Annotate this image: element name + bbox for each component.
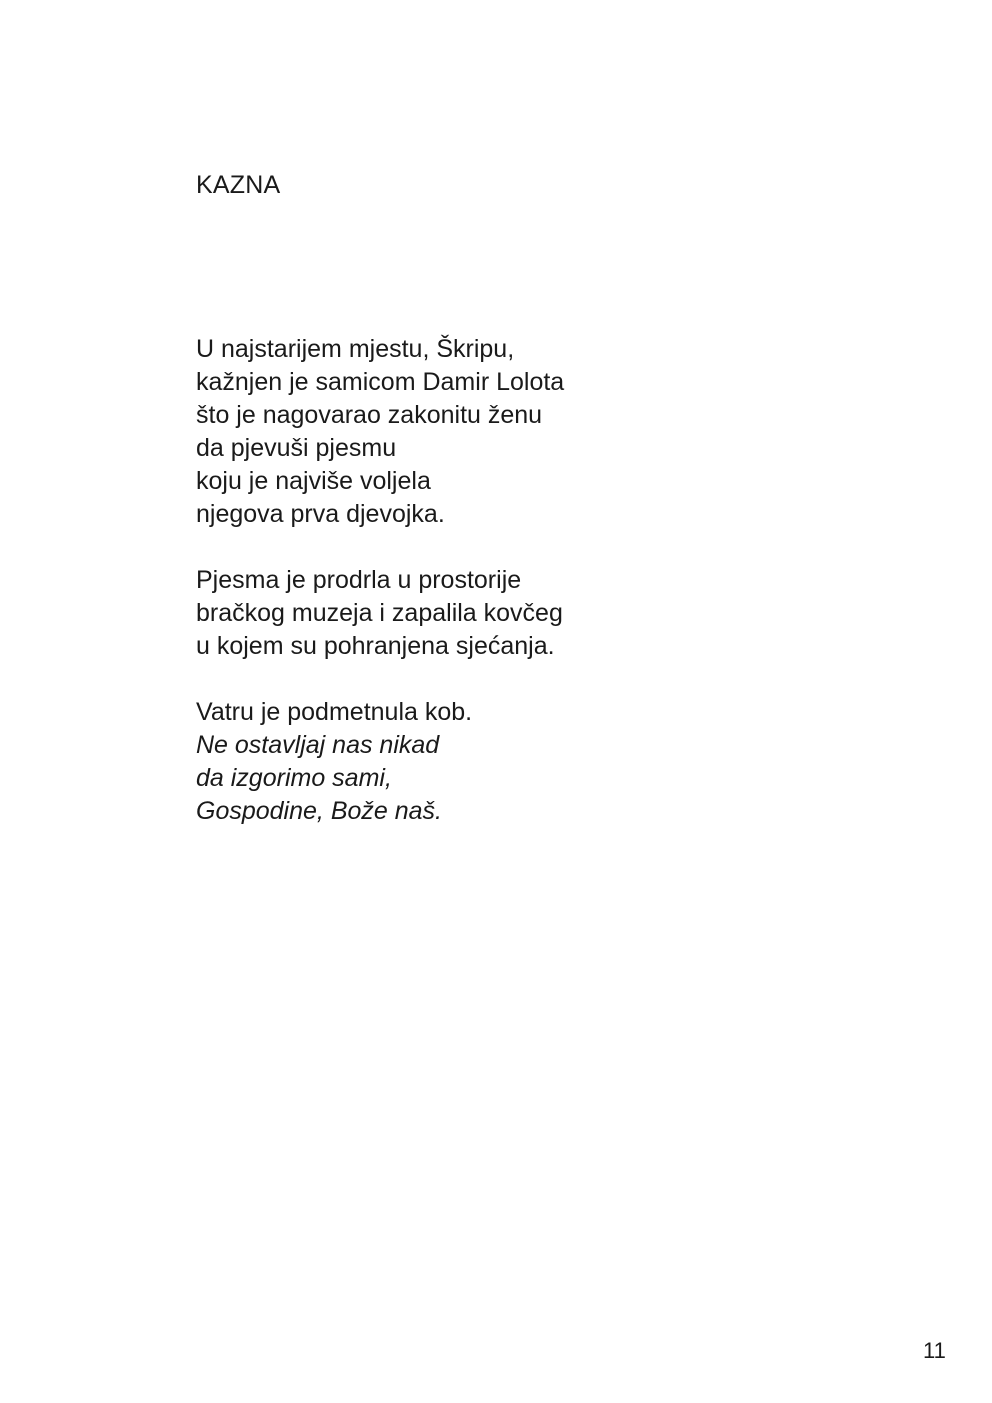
poem-line-italic: da izgorimo sami, [196, 764, 392, 792]
poem-line: Pjesma je prodrla u prostorije [196, 566, 522, 594]
poem-line: bračkog muzeja i zapalila kovčeg [196, 599, 563, 627]
page-number: 11 [923, 1338, 946, 1363]
poem-line: što je nagovarao zakonitu ženu [196, 401, 543, 429]
poem-line-italic: Gospodine, Bože naš. [196, 797, 442, 825]
poem-line: kažnjen je samicom Damir Lolota [196, 368, 565, 396]
poem-line: da pjevuši pjesmu [196, 434, 397, 462]
poem-line: U najstarijem mjestu, Škripu, [196, 335, 515, 363]
poem-body [196, 333, 564, 828]
poem-line: u kojem su pohranjena sjećanja. [196, 632, 555, 660]
stanza-1 [196, 333, 564, 531]
stanza-2 [196, 564, 564, 663]
poem-line-italic: Ne ostavljaj nas nikad [196, 731, 440, 759]
poem-line: Vatru je podmetnula kob. [196, 698, 473, 726]
stanza-3 [196, 696, 564, 828]
poem-title: KAZNA [196, 171, 281, 199]
poem-line: koju je najviše voljela [196, 467, 431, 495]
poem-line: njegova prva djevojka. [196, 500, 445, 528]
